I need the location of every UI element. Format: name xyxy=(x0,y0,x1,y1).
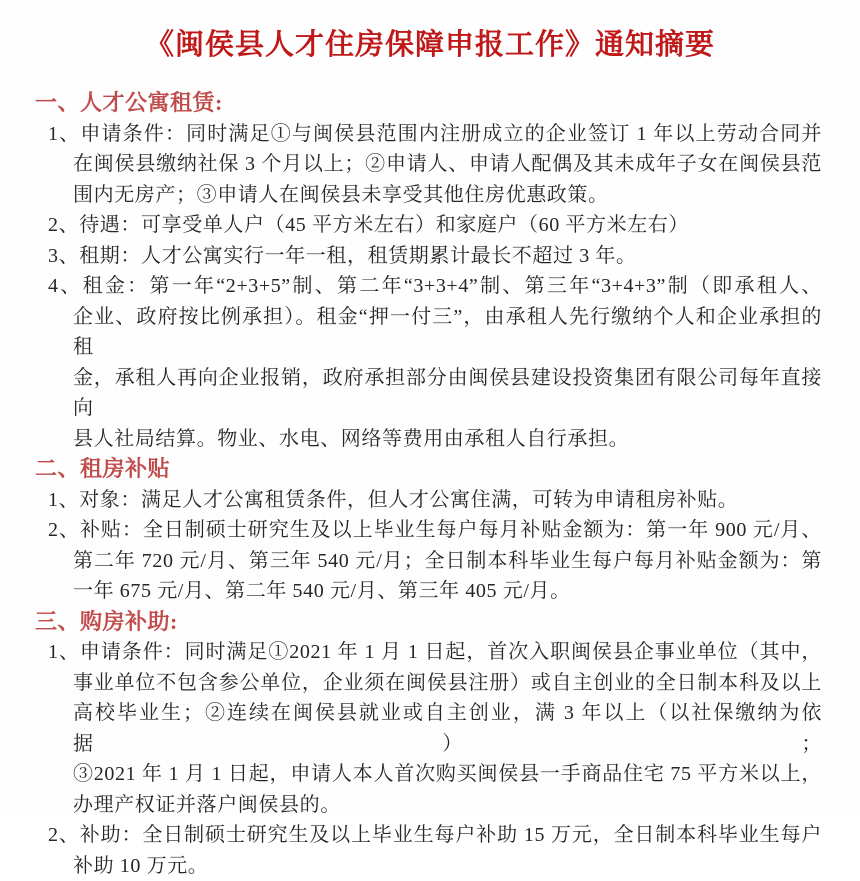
section-apartment-rental xyxy=(0,88,860,454)
section-purchase-subsidy xyxy=(0,607,860,881)
doc-line: 办理产权证并落户闽侯县的。 xyxy=(0,790,860,821)
doc-line: 在闽侯县缴纳社保 3 个月以上；②申请人、申请人配偶及其未成年子女在闽侯县范 xyxy=(0,149,860,180)
doc-line: 1、申请条件：同时满足①与闽侯县范围内注册成立的企业签订 1 年以上劳动合同并 xyxy=(0,119,860,150)
doc-line: 3、租期：人才公寓实行一年一租，租赁期累计最长不超过 3 年。 xyxy=(0,241,860,272)
doc-line: 事业单位不包含参公单位，企业须在闽侯县注册）或自主创业的全日制本科及以上 xyxy=(0,668,860,699)
doc-line: 2、补贴：全日制硕士研究生及以上毕业生每户每月补贴金额为：第一年 900 元/月、 xyxy=(0,515,860,546)
doc-line: 高校毕业生；②连续在闽侯县就业或自主创业，满 3 年以上（以社保缴纳为依据）； xyxy=(0,698,860,759)
doc-line: ③2021 年 1 月 1 日起，申请人本人首次购买闽侯县一手商品住宅 75 平方米以上， xyxy=(0,759,860,790)
doc-line: 1、申请条件：同时满足①2021 年 1 月 1 日起，首次入职闽侯县企事业单位（其中， xyxy=(0,637,860,668)
section-heading-purchase-subsidy: 三、购房补助: xyxy=(0,607,860,638)
doc-line: 一年 675 元/月、第二年 540 元/月、第三年 405 元/月。 xyxy=(0,576,860,607)
section-rent-subsidy xyxy=(0,454,860,607)
section-heading-apartment-rental: 一、人才公寓租赁: xyxy=(0,88,860,119)
doc-line: 围内无房产；③申请人在闽侯县未享受其他住房优惠政策。 xyxy=(0,180,860,211)
page-title: 《闽侯县人才住房保障申报工作》通知摘要 xyxy=(0,22,860,68)
section-heading-rent-subsidy: 二、租房补贴 xyxy=(0,454,860,485)
doc-line: 4、租金：第一年“2+3+5”制、第二年“3+3+4”制、第三年“3+4+3”制（即承租人、 xyxy=(0,271,860,302)
doc-line: 2、待遇：可享受单人户（45 平方米左右）和家庭户（60 平方米左右） xyxy=(0,210,860,241)
doc-line: 2、补助：全日制硕士研究生及以上毕业生每户补助 15 万元，全日制本科毕业生每户 xyxy=(0,820,860,851)
doc-line: 金，承租人再向企业报销，政府承担部分由闽侯县建设投资集团有限公司每年直接向 xyxy=(0,363,860,424)
doc-line: 补助 10 万元。 xyxy=(0,851,860,881)
doc-line: 第二年 720 元/月、第三年 540 元/月；全日制本科毕业生每户每月补贴金额为：第 xyxy=(0,546,860,577)
doc-line: 企业、政府按比例承担）。租金“押一付三”，由承租人先行缴纳个人和企业承担的租 xyxy=(0,302,860,363)
doc-line: 1、对象：满足人才公寓租赁条件，但人才公寓住满，可转为申请租房补贴。 xyxy=(0,485,860,516)
doc-line: 县人社局结算。物业、水电、网络等费用由承租人自行承担。 xyxy=(0,424,860,455)
